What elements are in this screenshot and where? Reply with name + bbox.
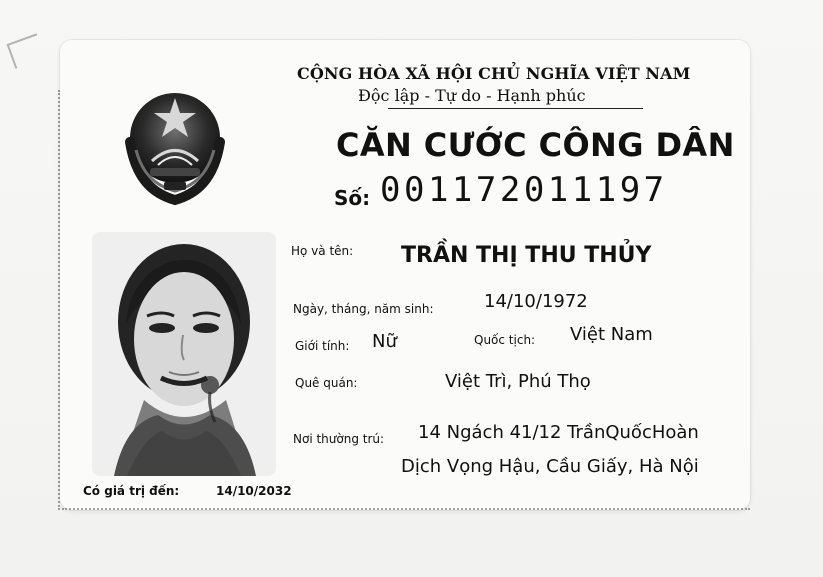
motto-underline [388, 108, 643, 109]
full-name-value: TRẦN THỊ THU THỦY [401, 243, 652, 268]
expiry-label: Có giá trị đến: [83, 484, 180, 498]
full-name-label: Họ và tên: [291, 244, 354, 258]
dob-value: 14/10/1972 [484, 291, 588, 312]
nationality-value: Việt Nam [570, 324, 653, 345]
card-bottom-edge [62, 508, 750, 510]
hometown-label: Quê quán: [295, 376, 358, 390]
national-emblem-icon [112, 82, 238, 208]
residence-line-2: Dịch Vọng Hậu, Cầu Giấy, Hà Nội [401, 456, 699, 477]
residence-label: Nơi thường trú: [293, 432, 385, 446]
residence-line-1: 14 Ngách 41/12 TrầnQuốcHoàn [418, 422, 699, 443]
national-motto: Độc lập - Tự do - Hạnh phúc [358, 86, 586, 105]
card-left-edge [58, 90, 66, 510]
gender-label: Giới tính: [295, 339, 350, 353]
expiry-value: 14/10/2032 [216, 484, 292, 498]
government-header: CỘNG HÒA XÃ HỘI CHỦ NGHĨA VIỆT NAM [297, 64, 691, 83]
card-title: CĂN CƯỚC CÔNG DÂN [336, 126, 735, 164]
id-number-value: 001172011197 [380, 170, 668, 210]
id-number-label: Số: [334, 186, 371, 210]
gender-value: Nữ [372, 331, 397, 352]
scan-mark [7, 33, 46, 68]
portrait-photo [92, 232, 276, 476]
dob-label: Ngày, tháng, năm sinh: [293, 302, 434, 316]
nationality-label: Quốc tịch: [474, 333, 536, 347]
hometown-value: Việt Trì, Phú Thọ [445, 371, 591, 392]
